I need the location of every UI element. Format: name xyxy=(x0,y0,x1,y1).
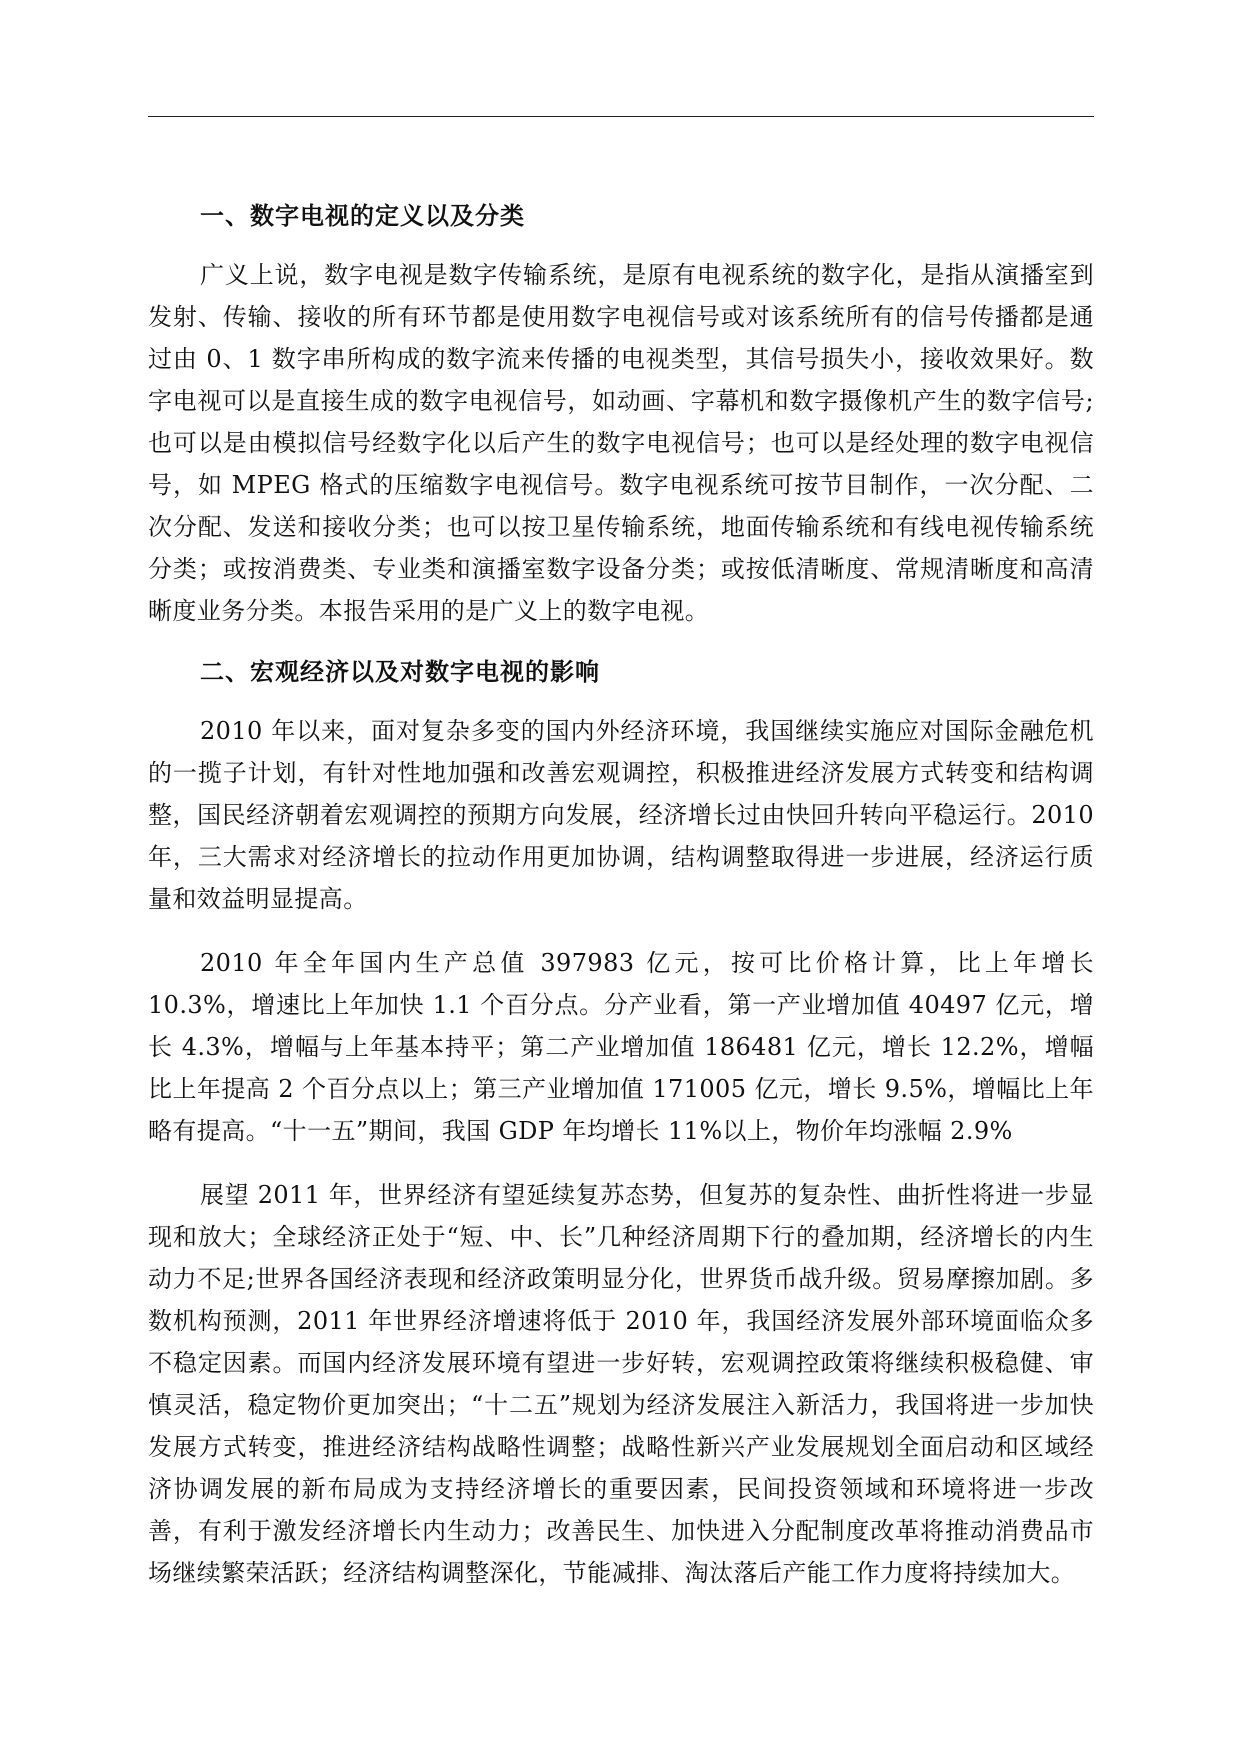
paragraph-macroeconomy-overview: 2010 年以来，面对复杂多变的国内外经济环境，我国继续实施应对国际金融危机的一揽子计划，有针对性地加强和改善宏观调控，积极推进经济发展方式转变和结构调整，国民经济朝着宏观调控的预期方向发展，经济增长过由快回升转向平稳运行。2010 年，三大需求对经济增长的拉动作用更加协调，结构调整取得进一步进展，经济运行质量和效益明显提高。 xyxy=(148,717,1094,913)
paragraph-outlook-2011: 展望 2011 年，世界经济有望延续复苏态势，但复苏的复杂性、曲折性将进一步显现和放大；全球经济正处于“短、中、长”几种经济周期下行的叠加期，经济增长的内生动力不足;世界各国经济表现和经济政策明显分化，世界货币战升级。贸易摩擦加剧。多数机构预测，2011 年世界经济增速将低于 2010 年，我国经济发展外部环境面临众多不稳定因素。而国内经济发展环境有望进一步好转，宏观调控政策将继续积极稳健、审慎灵活，稳定物价更加突出；“十二五”规划为经济发展注入新活力，我国将进一步加快发展方式转变，推进经济结构战略性调整；战略性新兴产业发展规划全面启动和区域经济协调发展的新布局成为支持经济增长的重要因素，民间投资领域和环境将进一步改善，有利于激发经济增长内生动力；改善民生、加快进入分配制度改革将推动消费品市场继续繁荣活跃；经济结构调整深化，节能减排、淘汰落后产能工作力度将持续加大。 xyxy=(148,1181,1094,1587)
header-rule xyxy=(148,116,1094,117)
paragraph-gdp-2010: 2010 年全年国内生产总值 397983 亿元，按可比价格计算，比上年增长 10.3%，增速比上年加快 1.1 个百分点。分产业看，第一产业增加值 40497 亿元，增长 4.3%，增幅与上年基本持平；第二产业增加值 186481 亿元，增长 12.2%，增幅比上年提高 2 个百分点以上；第三产业增加值 171005 亿元，增长 9.5%，增幅比上年略有提高。“十一五”期间，我国 GDP 年均增长 11%以上，物价年均涨幅 2.9% xyxy=(148,949,1094,1145)
paragraph-definition: 广义上说，数字电视是数字传输系统，是原有电视系统的数字化，是指从演播室到发射、传输、接收的所有环节都是使用数字电视信号或对该系统所有的信号传播都是通过由 0、1 数字串所构成的数字流来传播的电视类型，其信号损失小，接收效果好。数字电视可以是直接生成的数字电视信号，如动画、字幕机和数字摄像机产生的数字信号;也可以是由模拟信号经数字化以后产生的数字电视信号；也可以是经处理的数字电视信号，如 MPEG 格式的压缩数字电视信号。数字电视系统可按节目制作，一次分配、二次分配、发送和接收分类；也可以按卫星传输系统，地面传输系统和有线电视传输系统分类；或按消费类、专业类和演播室数字设备分类；或按低清晰度、常规清晰度和高清晰度业务分类。本报告采用的是广义上的数字电视。 xyxy=(148,261,1094,625)
section-heading-definition: 一、数字电视的定义以及分类 xyxy=(200,202,525,230)
section-heading-macroeconomy: 二、宏观经济以及对数字电视的影响 xyxy=(200,658,600,686)
document-body xyxy=(148,200,1094,1594)
